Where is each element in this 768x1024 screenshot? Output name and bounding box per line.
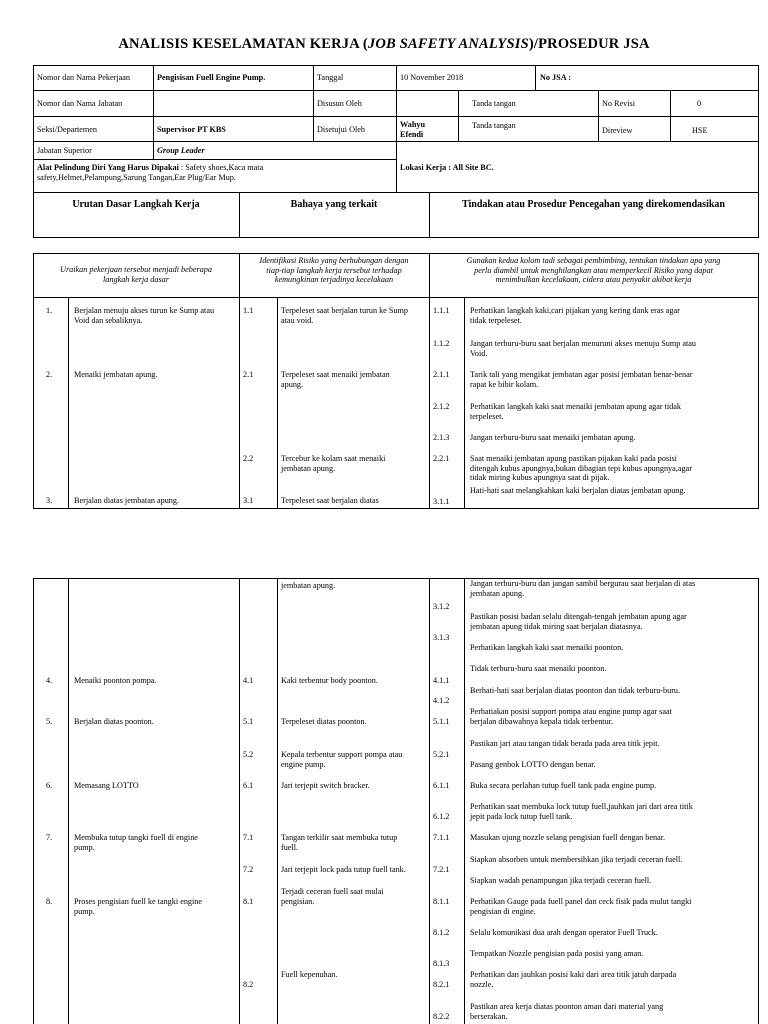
- hazard-number: 8.1: [243, 897, 254, 906]
- action-number: 2.1.2: [433, 402, 450, 411]
- jsa-number-label: No JSA :: [540, 73, 571, 82]
- hazard-number: 3.1: [243, 496, 254, 505]
- action-number: 3.1.2: [433, 602, 450, 611]
- step-text: Memasang LOTTO: [74, 781, 139, 790]
- step-text: Berjalan diatas jembatan apung.: [74, 496, 180, 505]
- section-value: Supervisor PT KBS: [157, 125, 226, 134]
- step-number: 3.: [46, 496, 53, 505]
- superior-value: Group Leader: [157, 146, 205, 155]
- step-text: Berjalan diatas poonton.: [74, 717, 154, 726]
- step-text: Proses pengisian fuell ke tangki engine pump.: [74, 897, 203, 916]
- action-text: Jangan terburu-buru saat berjalan menuruni akses menuju Sump atau Void.: [470, 339, 696, 358]
- action-text: Perhatikan langkah kaki saat menaiki jembatan apung agar tidak terpeleset.: [470, 402, 681, 421]
- action-text: Perhatikan langkah kaki saat menaiki poonton.: [470, 643, 624, 652]
- action-text: Siapkan absorben untuk membersihkan jika terjadi ceceran fuell.: [470, 855, 683, 864]
- signature-label-2: Tanda tangan: [472, 121, 516, 130]
- action-text: Buka secara perlahan tutup fuell tank pada engine pump.: [470, 781, 657, 790]
- action-text: Perhatiakan posisi support pompa atau engine pump agar saat berjalan dibawahnya kepala tidak terbentur.: [470, 707, 672, 726]
- step-number: 1.: [46, 306, 53, 315]
- action-number: 8.1.2: [433, 928, 450, 937]
- hazard-text: Terpeleset diatas poonton.: [281, 717, 367, 726]
- step-number: 2.: [46, 370, 53, 379]
- review-label: Direview: [602, 126, 633, 135]
- approved-by-value-1: Wahyu: [400, 120, 426, 129]
- hazard-text: Tercebur ke kolam saat menaiki jembatan apung.: [281, 454, 386, 473]
- hazard-text: Terpeleset saat menaiki jembatan apung.: [281, 370, 390, 389]
- action-text: Perhatikan langkah kaki,cari pijakan yang kering dank eras agar tidak terpeleset.: [470, 306, 680, 325]
- action-text: Perhatikan dan jauhkan posisi kaki dari area titik jatuh darpada nozzle.: [470, 970, 677, 989]
- date-label: Tanggal: [317, 73, 344, 82]
- action-number: 5.2.1: [433, 750, 450, 759]
- action-number: 5.1.1: [433, 717, 450, 726]
- job-name-label: Nomor dan Nama Pekerjaan: [37, 73, 130, 82]
- action-text: Siapkan wadah penampungan jika terjadi ceceran fuell.: [470, 876, 652, 885]
- hazard-number: 8.2: [243, 980, 254, 989]
- approved-by-label: Disetujui Oleh: [317, 125, 365, 134]
- action-number: 8.1.1: [433, 897, 450, 906]
- step-text: Menaiki jembatan apung.: [74, 370, 158, 379]
- step-text: Membuka tutup tangki fuell di engine pump.: [74, 833, 198, 852]
- action-text: Tidak terburu-buru saat menaiki poonton.: [470, 664, 607, 673]
- revision-label: No Revisi: [602, 99, 635, 108]
- column-header-actions: Tindakan atau Prosedur Pencegahan yang direkomendasikan: [462, 199, 725, 210]
- hazard-number: 2.1: [243, 370, 254, 379]
- action-number: 8.2.1: [433, 980, 450, 989]
- job-name-value: Pengisisan Fuell Engine Pump.: [157, 73, 266, 82]
- action-text: Selalu komunikasi dua arah dengan operator Fuell Truck.: [470, 928, 658, 937]
- action-text: Jangan terburu-buru saat menaiki jembatan apung.: [470, 433, 636, 442]
- action-number: 6.1.2: [433, 812, 450, 821]
- hazard-number: 4.1: [243, 676, 254, 685]
- step-text: Berjalan menuju akses turun ke Sump atau Void dan sebaliknya.: [74, 306, 215, 325]
- action-text: Tempatkan Nozzle pengisian pada posisi yang aman.: [470, 949, 644, 958]
- step-number: 6.: [46, 781, 53, 790]
- action-text: Masukan ujung nozzle selang pengisian fuell dengan benar.: [470, 833, 666, 842]
- action-text: Pastikan posisi badan selalu ditengah-tengah jembatan apung agar jembatan apung tidak miring saat berjalan diatasnya.: [470, 612, 687, 631]
- hazard-number: 7.1: [243, 833, 254, 842]
- hazard-text: Fuell kepenuhan.: [281, 970, 338, 979]
- guide-hazards: Identifikasi Risiko yang berhubungan dengan tiap-tiap langkah kerja tersebut terhadap kemungkinan terjadinya kecelakaan: [259, 256, 409, 285]
- guide-steps: Uraikan pekerjaan tersebut menjadi beberapa langkah kerja dasar: [60, 265, 212, 284]
- action-number: 7.1.1: [433, 833, 450, 842]
- action-number: 1.1.1: [433, 306, 450, 315]
- approved-by-value-2: Efendi: [400, 130, 424, 139]
- action-text: Perhatikan Gauge pada fuell panel dan ceck fisik pada mulut tangki pengisian di engine.: [470, 897, 692, 916]
- step-text: Menaiki poonton pompa.: [74, 676, 157, 685]
- action-number: 1.1.2: [433, 339, 450, 348]
- column-header-steps: Urutan Dasar Langkah Kerja: [72, 199, 200, 210]
- hazard-text: Kaki terbentur body poonton.: [281, 676, 378, 685]
- action-text: Perhatikan saat membuka lock tutup fuell,jauhkan jari dari area titik jepit pada lock tutup fuell tank.: [470, 802, 693, 821]
- column-header-hazards: Bahaya yang terkait: [290, 199, 378, 210]
- ppe-text: Alat Pelindung Diri Yang Harus Dipakai : Safety shoes,Kaca mata: [37, 163, 264, 172]
- location-text: Lokasi Kerja : All Site BC.: [400, 163, 494, 172]
- action-number: 2.2.1: [433, 454, 450, 463]
- action-number: 3.1.3: [433, 633, 450, 642]
- action-number: 4.1.2: [433, 696, 450, 705]
- step-number: 4.: [46, 676, 53, 685]
- action-text: Tarik tali yang mengikat jembatan agar posisi jembatan benar-benar rapat ke bibir kolam.: [470, 370, 693, 389]
- hazard-text: Terpeleset saat berjalan diatas: [281, 496, 379, 505]
- step-number: 7.: [46, 833, 53, 842]
- hazard-text: Jari terjepit lock pada tutup fuell tank.: [281, 865, 406, 874]
- prepared-by-label: Disusun Oleh: [317, 99, 362, 108]
- action-text: Pasang genbok LOTTO dengan benar.: [470, 760, 596, 769]
- hazard-number: 1.1: [243, 306, 254, 315]
- hazard-text: jembatan apung.: [281, 581, 336, 590]
- action-number: 7.2.1: [433, 865, 450, 874]
- action-text: Jangan terburu-buru dan jangan sambil bergurau saat berjalan di atas jembatan apung.: [470, 579, 696, 598]
- action-number: 8.1.3: [433, 959, 450, 968]
- step-number: 5.: [46, 717, 53, 726]
- hazard-text: Jari terjepit switch bracker.: [281, 781, 370, 790]
- hazard-text: Tangan terkilir saat membuka tutup fuell.: [281, 833, 398, 852]
- signature-label-1: Tanda tangan: [472, 99, 516, 108]
- action-text: Hati-hati saat melangkahkan kaki berjalan diatas jembatan apung.: [470, 486, 686, 495]
- hazard-number: 7.2: [243, 865, 254, 874]
- action-number: 8.2.2: [433, 1012, 450, 1021]
- ppe-text-2: safety,Helmet,Pelampung,Sarung Tangan,Ear Plug/Ear Mup.: [37, 173, 236, 182]
- hazard-text: Kepala terbentur support pompa atau engine pump.: [281, 750, 403, 769]
- action-text: Berhati-hati saat berjalan diatas poonton dan tidak terburu-buru.: [470, 686, 681, 695]
- section-label: Seksi/Departemen: [37, 125, 98, 134]
- action-text: Saat menaiki jembatan apung pastikan pijakan kaki pada posisi ditengah kubus apungnya,bukan dibagian tepi kubus apungnya,agar tidak miring kubus apungnya saat di pijak.: [470, 454, 692, 483]
- hazard-number: 6.1: [243, 781, 254, 790]
- review-value: HSE: [692, 126, 708, 135]
- action-number: 4.1.1: [433, 676, 450, 685]
- position-label: Nomor dan Nama Jabatan: [37, 99, 123, 108]
- hazard-text: pengisian.: [281, 897, 315, 906]
- step-number: 8.: [46, 897, 53, 906]
- action-number: 3.1.1: [433, 497, 450, 506]
- hazard-text: Terpeleset saat berjalan turun ke Sump atau void.: [281, 306, 408, 325]
- action-number: 6.1.1: [433, 781, 450, 790]
- date-value: 10 November 2018: [400, 73, 464, 82]
- superior-label: Jabatan Superior: [37, 146, 92, 155]
- revision-value: 0: [697, 99, 702, 108]
- guide-actions: Gunakan kedua kolom tadi sebagai pembimbing, tentukan tindakan apa yang perlu diambil untuk menghilangkan atau memperkecil Risiko yang dapat menimbulkan kecelakaan, cidera atau penyakit akibat kerja: [466, 256, 721, 285]
- hazard-text: Terjadi ceceran fuell saat mulai: [281, 887, 384, 896]
- action-number: 2.1.1: [433, 370, 450, 379]
- hazard-number: 5.2: [243, 750, 254, 759]
- document-title: ANALISIS KESELAMATAN KERJA (JOB SAFETY ANALYSIS)/PROSEDUR JSA: [118, 36, 650, 52]
- hazard-number: 2.2: [243, 454, 254, 463]
- action-text: Pastikan jari atau tangan tidak berada pada area titik jepit.: [470, 739, 660, 748]
- action-text: Pastikan area kerja diatas poonton aman dari material yang berserakan.: [470, 1002, 664, 1021]
- hazard-number: 5.1: [243, 717, 254, 726]
- action-number: 2.1.3: [433, 433, 450, 442]
